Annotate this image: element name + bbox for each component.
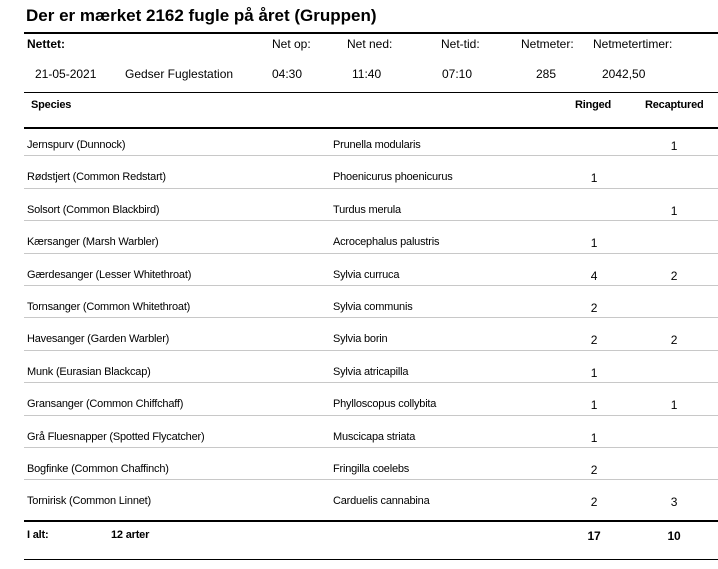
species-latin: Sylvia communis <box>333 301 413 313</box>
netmeter-value: 285 <box>536 67 557 81</box>
species-name: Tornirisk (Common Linnet) <box>27 495 151 507</box>
recaptured-count: 1 <box>670 204 678 218</box>
row-divider <box>24 285 718 286</box>
row-divider <box>24 188 718 189</box>
net-op-value: 04:30 <box>272 67 303 81</box>
recaptured-count: 2 <box>670 333 678 347</box>
row-divider <box>24 155 718 156</box>
net-ned-value: 11:40 <box>352 67 382 81</box>
netmetertimer-value: 2042,50 <box>602 67 646 81</box>
species-name: Munk (Eurasian Blackcap) <box>27 366 151 378</box>
species-name: Bogfinke (Common Chaffinch) <box>27 463 169 475</box>
ringed-count: 4 <box>590 269 598 283</box>
page-title: Der er mærket 2162 fugle på året (Gruppen) <box>26 6 377 25</box>
netmetertimer-header: Netmetertimer: <box>593 37 673 51</box>
net-date: 21-05-2021 <box>35 67 97 81</box>
row-divider <box>24 382 718 383</box>
species-latin: Sylvia atricapilla <box>333 366 409 378</box>
recaptured-column-header: Recaptured <box>645 99 704 111</box>
row-divider <box>24 479 718 480</box>
ringed-count: 2 <box>590 463 598 477</box>
species-name: Jernspurv (Dunnock) <box>27 139 126 151</box>
ringed-count: 1 <box>590 171 598 185</box>
total-ringed: 17 <box>587 529 601 543</box>
recaptured-count: 1 <box>670 139 678 153</box>
ringed-count: 2 <box>590 495 598 509</box>
net-ned-header: Net ned: <box>347 37 393 51</box>
net-tid-header: Net-tid: <box>441 37 480 51</box>
species-name: Grå Fluesnapper (Spotted Flycatcher) <box>27 431 205 443</box>
species-name: Havesanger (Garden Warbler) <box>27 333 170 345</box>
net-tid-value: 07:10 <box>442 67 473 81</box>
recaptured-count: 2 <box>670 269 678 283</box>
species-name: Gransanger (Common Chiffchaff) <box>27 398 184 410</box>
bottom-divider <box>24 559 718 560</box>
total-recaptured: 10 <box>667 529 681 543</box>
net-station: Gedser Fuglestation <box>125 67 234 81</box>
species-latin: Fringilla coelebs <box>333 463 410 475</box>
species-latin: Phoenicurus phoenicurus <box>333 171 453 183</box>
total-divider <box>24 520 718 522</box>
netmeter-header: Netmeter: <box>521 37 574 51</box>
species-name: Solsort (Common Blackbird) <box>27 204 160 216</box>
title-divider <box>24 32 718 34</box>
total-species-count: 12 arter <box>111 529 150 541</box>
row-divider <box>24 317 718 318</box>
recaptured-count: 1 <box>670 398 678 412</box>
net-op-header: Net op: <box>272 37 311 51</box>
species-name: Gærdesanger (Lesser Whitethroat) <box>27 269 192 281</box>
net-label: Nettet: <box>27 37 65 51</box>
species-latin: Acrocephalus palustris <box>333 236 440 248</box>
ringed-count: 2 <box>590 333 598 347</box>
species-latin: Carduelis cannabina <box>333 495 430 507</box>
species-latin: Prunella modularis <box>333 139 421 151</box>
ringed-count: 1 <box>590 236 598 250</box>
species-name: Kærsanger (Marsh Warbler) <box>27 236 159 248</box>
row-divider <box>24 220 718 221</box>
ringed-count: 2 <box>590 301 598 315</box>
species-name: Tornsanger (Common Whitethroat) <box>27 301 191 313</box>
ringed-count: 1 <box>590 366 598 380</box>
table-header-divider <box>24 127 718 129</box>
row-divider <box>24 350 718 351</box>
row-divider <box>24 447 718 448</box>
total-label: I alt: <box>27 529 49 541</box>
species-latin: Turdus merula <box>333 204 401 216</box>
row-divider <box>24 253 718 254</box>
species-name: Rødstjert (Common Redstart) <box>27 171 166 183</box>
ringed-column-header: Ringed <box>575 99 612 111</box>
net-divider <box>24 92 718 93</box>
row-divider <box>24 415 718 416</box>
ringed-count: 1 <box>590 431 598 445</box>
species-latin: Sylvia curruca <box>333 269 400 281</box>
species-latin: Muscicapa striata <box>333 431 416 443</box>
species-latin: Phylloscopus collybita <box>333 398 437 410</box>
species-column-header: Species <box>31 99 72 111</box>
species-latin: Sylvia borin <box>333 333 388 345</box>
recaptured-count: 3 <box>670 495 678 509</box>
ringed-count: 1 <box>590 398 598 412</box>
